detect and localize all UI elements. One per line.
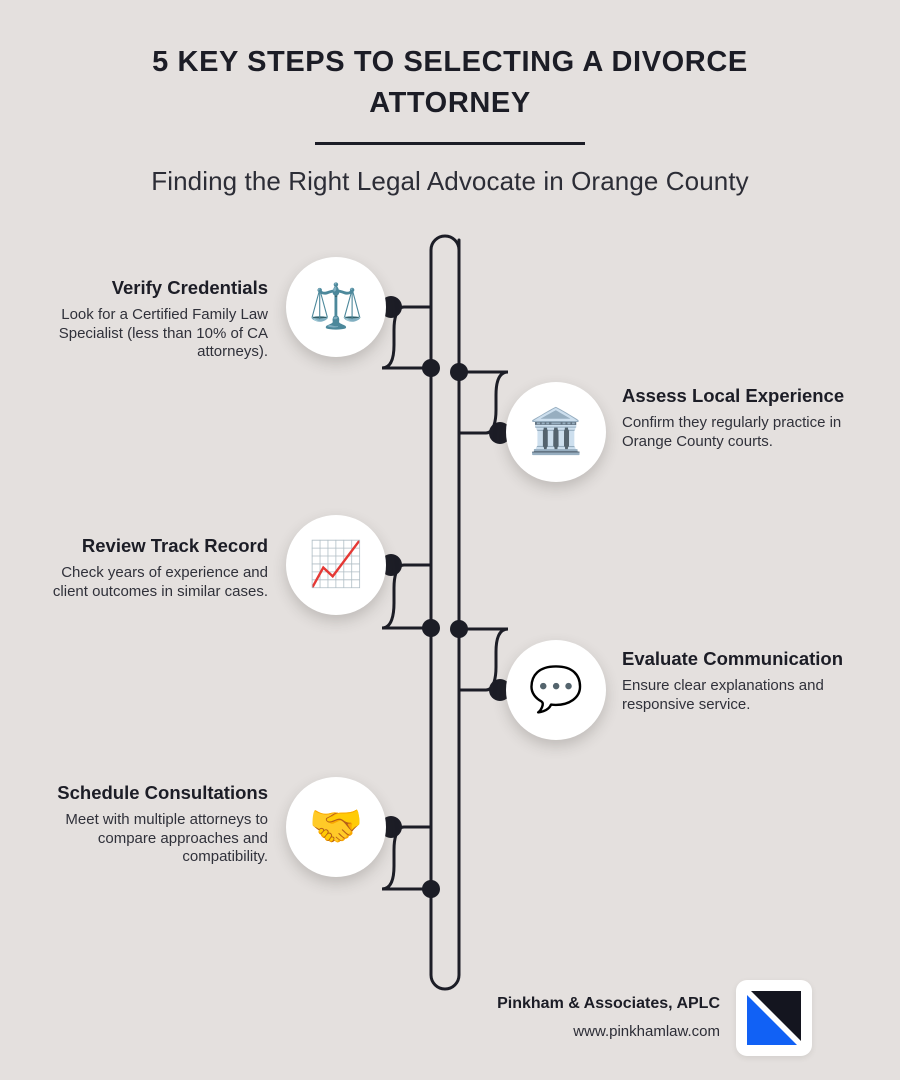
- step-2-description: Confirm they regularly practice in Orange County courts.: [622, 413, 842, 450]
- footer-company-name: Pinkham & Associates, APLC: [497, 995, 720, 1013]
- step-5-icon-handshake: [286, 777, 386, 877]
- handshake-icon: 🤝: [308, 802, 364, 851]
- speech-balloon-icon: 💬: [528, 665, 584, 714]
- rail-junction-dot: [422, 880, 440, 898]
- step-1-title: Verify Credentials: [111, 277, 268, 298]
- step-3-description: Check years of experience and client outcomes in similar cases.: [52, 563, 268, 600]
- classical-building-icon: 🏛️: [528, 407, 584, 456]
- step-3-title: Review Track Record: [81, 535, 268, 556]
- balance-scale-icon: ⚖️: [308, 282, 364, 331]
- footer-text: [470, 994, 720, 1041]
- page-subtitle: Finding the Right Legal Advocate in Orange County: [151, 166, 749, 197]
- title-divider: [315, 142, 585, 145]
- step-2-icon-classical-building: [506, 382, 606, 482]
- step-5-text: [38, 782, 268, 867]
- step-5-title: Schedule Consultations: [57, 782, 268, 803]
- step-1-icon-balance-scale: [286, 257, 386, 357]
- logo-mark-icon: [745, 989, 803, 1047]
- chart-increasing-icon: 📈: [308, 540, 364, 589]
- rail-junction-dot: [450, 620, 468, 638]
- pinkham-law-logo: [736, 980, 812, 1056]
- step-4-text: [622, 648, 852, 714]
- footer-website[interactable]: www.pinkhamlaw.com: [573, 1023, 720, 1041]
- step-3-text: [38, 535, 268, 601]
- step-1-text: [38, 277, 268, 362]
- step-2-title: Assess Local Experience: [622, 385, 845, 406]
- rail-junction-dot: [450, 363, 468, 381]
- step-1-description: Look for a Certified Family Law Specialist (less than 10% of CA attorneys).: [58, 305, 268, 361]
- page-title: 5 KEY STEPS TO SELECTING A DIVORCE ATTORNEY: [152, 46, 748, 120]
- step-5-description: Meet with multiple attorneys to compare approaches and compatibility.: [65, 810, 268, 866]
- step-4-description: Ensure clear explanations and responsive service.: [622, 676, 824, 713]
- step-3-icon-chart-increasing: [286, 515, 386, 615]
- footer: [470, 980, 890, 1056]
- step-4-icon-speech-balloon: [506, 640, 606, 740]
- rail-junction-dot: [422, 619, 440, 637]
- rail-junction-dot: [422, 359, 440, 377]
- header: [0, 42, 900, 197]
- step-2-text: [622, 385, 852, 451]
- step-4-title: Evaluate Communication: [622, 648, 844, 669]
